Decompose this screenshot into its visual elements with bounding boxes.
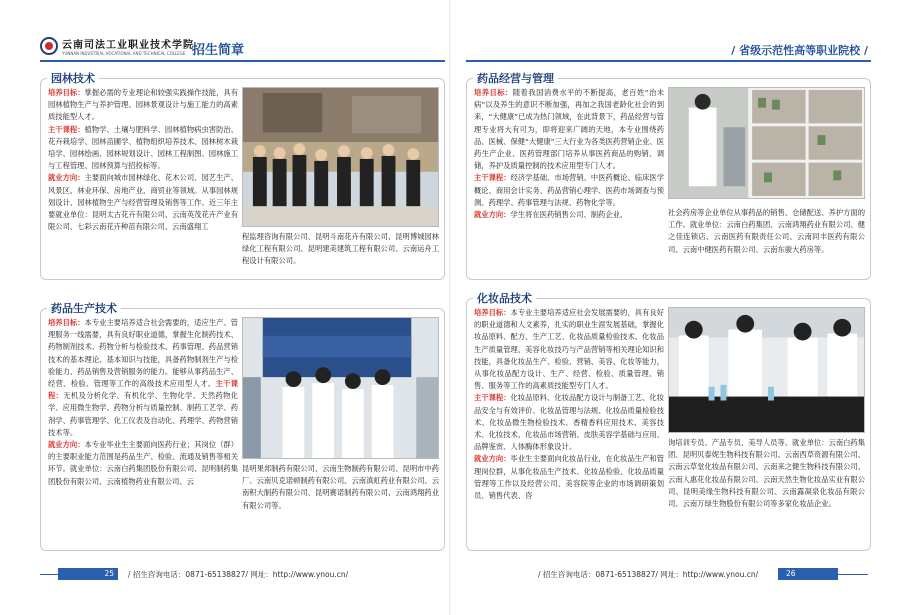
section-title: 化妆品技术 [473,290,536,306]
school-tagline: / 省级示范性高等职业院校 / [731,44,868,57]
section-body-cont: 程监理咨询有限公司、昆明斗南花卉有限公司、昆明博城园林绿化工程有限公司、昆明建美建筑工程有限公司、云南运舟工程设计有限公司。 [242,232,440,266]
section-title: 园林技术 [47,70,99,86]
section-pharma-production [40,302,445,551]
college-logo [40,36,194,56]
page-header [10,38,450,60]
section-body-main: 培养目标：本专业主要培养适合社会需要的，适应生产、管理服务一线需要，具有良好职业道德，掌握生化制药技术、药物制剂技术、药物分析与检验技术、药事管理、药品营销技术的基本理论、基本知识与技能，具备药物制剂生产与检验能力、药品销售及营销服务的能力。能够从事药品生产、经营、检验、管理等工作的高级技术应用型人才。主干课程：无机及分析化学、有机化学、生物化学、天然药物化学、应用微生物学、药物分析与质量控制、制药工艺学、药剂学、药事管理学、化工仪表及自动化、药理学、药物营销技术等。 就业方向：本专业毕业生主要面向医药行业；其岗位（群）的主要职业能力范围是药品生产、检验、流通及销售等相关环节。就业单位：云南白药集团股份有限公司、昆明制药集团股份有限公司、云南植物药业有限公司、云 [48,318,239,486]
right-page [458,0,898,615]
section-body-main: 培养目标：本专业主要培养适应社会发展需要的，具有良好的职业道德和人文素养，扎实的职业生涯发展基础，掌握化妆品原料、配方、生产工艺、化妆品质量检验技术、化妆品生产质量管理、美容化妆技巧与产品营销等相关理论知识和技能，具备化妆品生产、检验、营销、美容、化妆等能力，从事化妆品配方设计、生产、经营、检验、质量管理、销售、服务等工作的高素质技能型专门人才。 主干课程：化妆品原料、化妆品配方设计与制备工艺、化妆品安全与有效评价、化妆品管理与法规、化妆品质量检验技术、化妆品微生物检验技术、香精香料应用技术、美容技术、化妆技术、化妆品市场营销、皮肤美容学基础与应用、品牌鉴赏、人体酶体形象设计。 就业方向：毕业生主要面向化妆品行业，在化妆品生产和管理岗位群，从事化妆品生产技术、化妆品检验、化妆品质量管理等工作以及经营公司、美容院等企业的市场调研策划员、销售代表、咨 [474,308,665,501]
section-pharma-business [466,72,871,280]
section-landscape [40,72,445,280]
page-header [458,38,898,60]
section-title: 药品生产技术 [47,300,121,316]
college-logo-icon [40,37,58,55]
page-footer [458,566,898,582]
spread-fold [449,0,451,615]
lab-visit-photo [242,317,439,459]
section-body-cont: 昆明果邦制药有限公司、云南生物制药有限公司、昆明市中药厂、云南贝克诺顿制药有限公司、云南滇虹药业有限公司、云南积大制药有限公司、昆明赛诺制药有限公司、云南鸿翔药业有限公司等。 [242,464,440,510]
school-name-en: YUNNAN INDUSTRIAL VOCATIONAL AND TECHNICAL COLLEGE [62,51,186,56]
page-footer [10,566,450,582]
footer-contact: / 招生咨询电话：0871-65138827/ 网址：http://www.ynou.cn/ [128,570,349,579]
footer-rule [40,574,58,575]
section-title: 药品经营与管理 [473,70,558,86]
section-body-cont: 询培训专员、产品专员、美导人员等。就业单位：云南白药集团、昆明贝泰妮生物科技有限公司、云南西草资源有限公司、云南云草堂化妆品有限公司、云南来之健生物科技有限公司、云南人惠花化妆品有限公司、云南天然生物化妆品实业有限公司、昆明美缘生物科技有限公司、云南露凝泉化妆品有限公司、云南万绿生物股份有限公司等多家化妆品企业。 [668,438,866,509]
pharmacy-lab-photos [668,87,865,199]
section-body-main: 培养目标：掌握必需的专业理论和较强实践操作技能，具有园林植物生产与养护管理、园林景观设计与施工能力的高素质技能型人才。 主干课程：植物学、土壤与肥料学、园林植物病虫害防治、花卉栽培学、园林苗圃学、植物组织培养技术、园林树木栽培学、园林绘画、园林规划设计、园林工程制图、园林施工与工程管理、园林预算与招投标等。 就业方向：主要面向城市园林绿化、花木公司、园艺生产、风景区、林业环保、房地产业、商贸业等领域。从事园林规划设计、园林植物生产与经营管理及销售等工作。近三年主要就业单位：昆明太古花卉有限公司、云南英茂花卉产业有限公司、七彩云南花卉种苗有限公司、云南盛翔工 [48,88,239,232]
page-number: 25 [58,568,118,580]
school-name: 云南司法工业职业技术学院 [62,40,194,51]
section-body-main: 培养目标：随着我国消费水平的不断提高，老百姓“治未病”以及养生的意识不断加强，再加之我国老龄化社会的到来，“大健康”已成为热门领域，在此背景下，药品经营与管理专业将大有可为，即将迎来广阔的天地，本专业围绕药品、医械、保健“大健康”三大行业为各类医药营销企业、医药生产企业、医药管理部门培养从事医药商品的购销、调储，养护及质量控制的技术应用型专门人才。 主干课程：经济学基础、市场营销、中医药概论、临床医学概论、商用会计实务、药品营销心理学、医药市场调查与预测、药理学、药事管理与法规、药物化学等。 就业方向：学生将在医药销售公司、制药企业、 [474,88,665,220]
header-rule [466,60,871,62]
brochure-title: 招生简章 [192,43,245,58]
header-rule [40,60,445,62]
page-number: 26 [778,568,838,580]
group-photo [242,87,439,227]
cosmetics-lab-photo [668,307,865,433]
footer-rule [838,574,868,575]
section-body-cont: 社会药房等企业单位从事药品的销售、仓储配送、养护方面的工作。就业单位：云南白药集团、云南鸿翔药业有限公司、健之佳连锁店、云南医药有限责任公司、云南同丰医药有限公司、云南中健医药有限公司、云南东骏大药房等。 [668,208,866,254]
section-cosmetics [466,292,871,551]
footer-contact: / 招生咨询电话：0871-65138827/ 网址：http://www.ynou.cn/ [538,570,759,579]
left-page [10,0,450,615]
